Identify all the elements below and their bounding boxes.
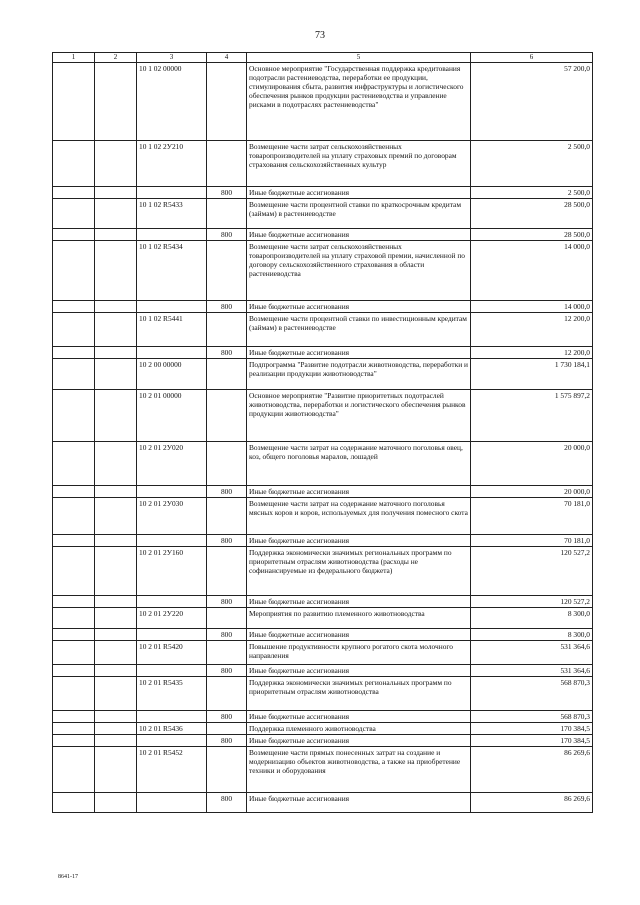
item-name: Возмещение части затрат сельскохозяйственных товаропроизводителей на уплату страховой премии, начисленной по договору сельскохозяйственного страхования в области растениеводства xyxy=(247,240,471,300)
cell-col2 xyxy=(95,312,137,346)
item-name: Возмещение части процентной ставки по краткосрочным кредитам (займам) в растениеводстве xyxy=(247,198,471,228)
cell-col1 xyxy=(53,358,95,389)
expense-type xyxy=(207,546,247,595)
cell-col2 xyxy=(95,186,137,198)
budget-code: 10 2 01 2У020 xyxy=(137,441,207,485)
table-row xyxy=(53,312,593,346)
budget-code xyxy=(137,792,207,812)
expense-type: 800 xyxy=(207,346,247,358)
expense-type xyxy=(207,240,247,300)
cell-col2 xyxy=(95,358,137,389)
cell-col1 xyxy=(53,228,95,240)
amount: 170 384,5 xyxy=(471,734,593,746)
column-header: 6 xyxy=(471,53,593,63)
expense-type xyxy=(207,62,247,140)
cell-col2 xyxy=(95,198,137,228)
cell-col2 xyxy=(95,607,137,628)
expense-type: 800 xyxy=(207,534,247,546)
amount: 70 181,0 xyxy=(471,497,593,534)
item-name: Иные бюджетные ассигнования xyxy=(247,485,471,497)
budget-code: 10 2 01 R5452 xyxy=(137,746,207,792)
cell-col1 xyxy=(53,710,95,722)
amount: 86 269,6 xyxy=(471,792,593,812)
amount: 70 181,0 xyxy=(471,534,593,546)
budget-code xyxy=(137,734,207,746)
column-header: 3 xyxy=(137,53,207,63)
item-name: Поддержка экономически значимых региональных программ по приоритетным отраслям животноводства xyxy=(247,676,471,710)
item-name: Основное мероприятие "Развитие приоритетных подотраслей животноводства, переработки и логистического обеспечения рынков продукции животноводства" xyxy=(247,389,471,441)
table-row xyxy=(53,734,593,746)
amount: 170 384,5 xyxy=(471,722,593,734)
column-header: 2 xyxy=(95,53,137,63)
table-row xyxy=(53,346,593,358)
table-row xyxy=(53,358,593,389)
expense-type: 800 xyxy=(207,792,247,812)
table-row xyxy=(53,441,593,485)
amount: 86 269,6 xyxy=(471,746,593,792)
budget-code xyxy=(137,628,207,640)
table-row xyxy=(53,198,593,228)
column-header: 4 xyxy=(207,53,247,63)
budget-code xyxy=(137,346,207,358)
cell-col2 xyxy=(95,676,137,710)
item-name: Иные бюджетные ассигнования xyxy=(247,186,471,198)
item-name: Иные бюджетные ассигнования xyxy=(247,664,471,676)
cell-col1 xyxy=(53,312,95,346)
cell-col1 xyxy=(53,664,95,676)
amount: 14 000,0 xyxy=(471,240,593,300)
item-name: Основное мероприятие "Государственная поддержка кредитования подотрасли растениеводства, переработки ее продукции, стимулирования сбыта, развития инфраструктуры и логистического обеспечения рынков продукции растениеводства и управление рисками в подотраслях растениеводства" xyxy=(247,62,471,140)
item-name: Подпрограмма "Развитие подотрасли животноводства, переработки и реализации продукции животноводства" xyxy=(247,358,471,389)
item-name: Иные бюджетные ассигнования xyxy=(247,228,471,240)
amount: 531 364,6 xyxy=(471,640,593,664)
budget-code xyxy=(137,300,207,312)
cell-col1 xyxy=(53,746,95,792)
budget-code: 10 2 01 2У160 xyxy=(137,546,207,595)
cell-col1 xyxy=(53,734,95,746)
cell-col2 xyxy=(95,734,137,746)
expense-type xyxy=(207,497,247,534)
table-row xyxy=(53,792,593,812)
budget-code: 10 2 01 R5435 xyxy=(137,676,207,710)
cell-col1 xyxy=(53,485,95,497)
cell-col2 xyxy=(95,485,137,497)
cell-col1 xyxy=(53,240,95,300)
expense-type xyxy=(207,746,247,792)
table-row xyxy=(53,534,593,546)
cell-col1 xyxy=(53,140,95,186)
item-name: Иные бюджетные ассигнования xyxy=(247,628,471,640)
table-row xyxy=(53,595,593,607)
column-header: 1 xyxy=(53,53,95,63)
amount: 8 300,0 xyxy=(471,628,593,640)
expense-type xyxy=(207,441,247,485)
expense-type: 800 xyxy=(207,485,247,497)
expense-type xyxy=(207,607,247,628)
cell-col1 xyxy=(53,300,95,312)
expense-type xyxy=(207,198,247,228)
amount: 531 364,6 xyxy=(471,664,593,676)
budget-code xyxy=(137,228,207,240)
amount: 12 200,0 xyxy=(471,346,593,358)
amount: 1 575 897,2 xyxy=(471,389,593,441)
budget-code: 10 2 01 R5420 xyxy=(137,640,207,664)
amount: 568 870,3 xyxy=(471,710,593,722)
item-name: Иные бюджетные ассигнования xyxy=(247,534,471,546)
budget-code: 10 1 02 R5441 xyxy=(137,312,207,346)
table-row xyxy=(53,628,593,640)
cell-col2 xyxy=(95,534,137,546)
amount: 1 730 184,1 xyxy=(471,358,593,389)
amount: 28 500,0 xyxy=(471,198,593,228)
budget-code xyxy=(137,186,207,198)
budget-code xyxy=(137,595,207,607)
table-row xyxy=(53,228,593,240)
budget-code xyxy=(137,485,207,497)
budget-code: 10 1 02 2У210 xyxy=(137,140,207,186)
expense-type xyxy=(207,140,247,186)
item-name: Возмещение части затрат на содержание маточного поголовья овец, коз, общего поголовья маралов, лошадей xyxy=(247,441,471,485)
item-name: Возмещение части процентной ставки по инвестиционным кредитам (займам) в растениеводстве xyxy=(247,312,471,346)
cell-col1 xyxy=(53,546,95,595)
cell-col2 xyxy=(95,640,137,664)
expense-type: 800 xyxy=(207,595,247,607)
amount: 120 527,2 xyxy=(471,546,593,595)
cell-col2 xyxy=(95,792,137,812)
expense-type: 800 xyxy=(207,710,247,722)
table-row xyxy=(53,546,593,595)
item-name: Иные бюджетные ассигнования xyxy=(247,346,471,358)
cell-col1 xyxy=(53,389,95,441)
item-name: Поддержка экономически значимых региональных программ по приоритетным отраслям животноводства (расходы не софинансируемые из федерального бюджета) xyxy=(247,546,471,595)
budget-code xyxy=(137,664,207,676)
footer-code: 8641-17 xyxy=(58,874,78,880)
amount: 120 527,2 xyxy=(471,595,593,607)
amount: 20 000,0 xyxy=(471,485,593,497)
amount: 2 500,0 xyxy=(471,186,593,198)
cell-col2 xyxy=(95,140,137,186)
table-row xyxy=(53,186,593,198)
cell-col1 xyxy=(53,441,95,485)
item-name: Повышение продуктивности крупного рогатого скота молочного направления xyxy=(247,640,471,664)
amount: 568 870,3 xyxy=(471,676,593,710)
item-name: Иные бюджетные ассигнования xyxy=(247,710,471,722)
budget-code: 10 2 01 R5436 xyxy=(137,722,207,734)
budget-code: 10 2 01 2У220 xyxy=(137,607,207,628)
expense-type xyxy=(207,676,247,710)
cell-col2 xyxy=(95,746,137,792)
expense-type xyxy=(207,358,247,389)
header-row xyxy=(53,53,593,63)
page-number: 73 xyxy=(315,30,325,41)
cell-col1 xyxy=(53,607,95,628)
expense-type: 800 xyxy=(207,300,247,312)
cell-col2 xyxy=(95,300,137,312)
table-row xyxy=(53,62,593,140)
amount: 2 500,0 xyxy=(471,140,593,186)
expense-type xyxy=(207,640,247,664)
item-name: Поддержка племенного животноводства xyxy=(247,722,471,734)
amount: 12 200,0 xyxy=(471,312,593,346)
cell-col2 xyxy=(95,441,137,485)
budget-code: 10 1 02 00000 xyxy=(137,62,207,140)
item-name: Иные бюджетные ассигнования xyxy=(247,595,471,607)
cell-col2 xyxy=(95,389,137,441)
cell-col1 xyxy=(53,595,95,607)
budget-code: 10 2 00 00000 xyxy=(137,358,207,389)
table-row xyxy=(53,664,593,676)
cell-col2 xyxy=(95,628,137,640)
expense-type xyxy=(207,722,247,734)
cell-col1 xyxy=(53,346,95,358)
expense-type xyxy=(207,312,247,346)
cell-col2 xyxy=(95,497,137,534)
budget-code xyxy=(137,534,207,546)
budget-code: 10 1 02 R5433 xyxy=(137,198,207,228)
cell-col1 xyxy=(53,198,95,228)
budget-code: 10 2 01 2У030 xyxy=(137,497,207,534)
amount: 57 200,0 xyxy=(471,62,593,140)
cell-col1 xyxy=(53,722,95,734)
table-row xyxy=(53,240,593,300)
expense-type: 800 xyxy=(207,734,247,746)
table-row xyxy=(53,710,593,722)
cell-col1 xyxy=(53,792,95,812)
cell-col1 xyxy=(53,62,95,140)
cell-col1 xyxy=(53,497,95,534)
cell-col1 xyxy=(53,628,95,640)
item-name: Возмещение части прямых понесенных затрат на создание и модернизацию объектов животноводства, а также на приобретение техники и оборудования xyxy=(247,746,471,792)
budget-code: 10 1 02 R5434 xyxy=(137,240,207,300)
cell-col2 xyxy=(95,240,137,300)
item-name: Возмещение части затрат на содержание маточного поголовья мясных коров и коров, используемых для получения помесного скота xyxy=(247,497,471,534)
table-row xyxy=(53,497,593,534)
table-row xyxy=(53,746,593,792)
table-row xyxy=(53,722,593,734)
cell-col1 xyxy=(53,534,95,546)
cell-col1 xyxy=(53,186,95,198)
item-name: Иные бюджетные ассигнования xyxy=(247,792,471,812)
item-name: Возмещение части затрат сельскохозяйственных товаропроизводителей на уплату страховых премий по договорам страхования сельскохозяйственных культур xyxy=(247,140,471,186)
budget-code xyxy=(137,710,207,722)
expense-type: 800 xyxy=(207,664,247,676)
item-name: Иные бюджетные ассигнования xyxy=(247,300,471,312)
table-row xyxy=(53,140,593,186)
cell-col2 xyxy=(95,722,137,734)
cell-col1 xyxy=(53,676,95,710)
cell-col2 xyxy=(95,228,137,240)
expense-type: 800 xyxy=(207,228,247,240)
expense-type xyxy=(207,389,247,441)
cell-col2 xyxy=(95,546,137,595)
cell-col2 xyxy=(95,710,137,722)
cell-col2 xyxy=(95,595,137,607)
cell-col2 xyxy=(95,664,137,676)
column-header: 5 xyxy=(247,53,471,63)
expense-type: 800 xyxy=(207,628,247,640)
item-name: Иные бюджетные ассигнования xyxy=(247,734,471,746)
budget-code: 10 2 01 00000 xyxy=(137,389,207,441)
cell-col2 xyxy=(95,346,137,358)
amount: 28 500,0 xyxy=(471,228,593,240)
expense-type: 800 xyxy=(207,186,247,198)
budget-table xyxy=(52,52,593,813)
table-row xyxy=(53,485,593,497)
amount: 20 000,0 xyxy=(471,441,593,485)
cell-col2 xyxy=(95,62,137,140)
table-row xyxy=(53,389,593,441)
table-row xyxy=(53,640,593,664)
table-row xyxy=(53,300,593,312)
table-row xyxy=(53,607,593,628)
table-row xyxy=(53,676,593,710)
amount: 8 300,0 xyxy=(471,607,593,628)
amount: 14 000,0 xyxy=(471,300,593,312)
cell-col1 xyxy=(53,640,95,664)
item-name: Мероприятия по развитию племенного животноводства xyxy=(247,607,471,628)
